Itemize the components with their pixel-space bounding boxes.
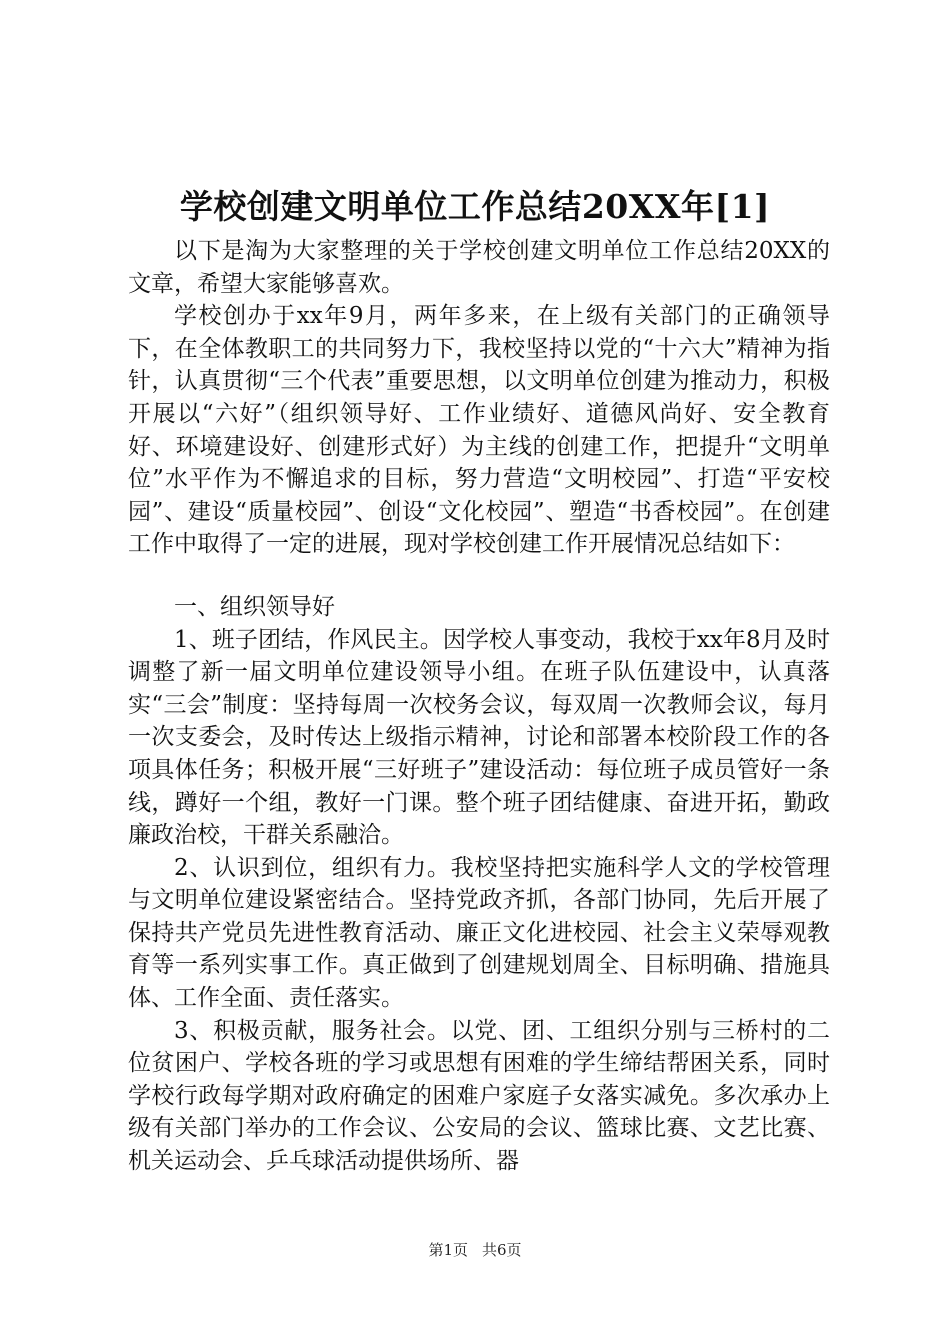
paragraph-overview: 学校创办于xx年9月，两年多来，在上级有关部门的正确领导下，在全体教职工的共同努力下，我校坚持以党的“十六大”精神为指针，认真贯彻“三个代表”重要思想，以文明单位创建为推动力，积极开展以“六好”（组织领导好、工作业绩好、道德风尚好、安全教育好、环境建设好、创建形式好）为主线的创建工作，把提升“文明单位”水平作为不懈追求的目标，努力营造“文明校园”、打造“平安校园”、建设“质量校园”、创设“文化校园”、塑造“书香校园”。在创建工作中取得了一定的进展，现对学校创建工作开展情况总结如下：	[128, 303, 830, 558]
paragraph-item-3: 3、积极贡献，服务社会。以党、团、工组织分别与三桥村的二位贫困户、学校各班的学习或思想有困难的学生缔结帮困关系，同时学校行政每学期对政府确定的困难户家庭子女落实减免。多次承办上级有关部门举办的工作会议、公安局的会议、篮球比赛、文艺比赛、机关运动会、乒乓球活动提供场所、器	[128, 1017, 830, 1175]
paragraph-item-1: 1、班子团结，作风民主。因学校人事变动，我校于xx年8月及时调整了新一届文明单位建设领导小组。在班子队伍建设中，认真落实“三会”制度：坚持每周一次校务会议，每双周一次教师会议，每月一次支委会，及时传达上级指示精神，讨论和部署本校阶段工作的各项具体任务；积极开展“三好班子”建设活动：每位班子成员管好一条线，蹲好一个组，教好一门课。整个班子团结健康、奋进开拓，勤政廉政治校，干群关系融洽。	[128, 626, 830, 849]
document-title: 学校创建文明单位工作总结20XX年[1]	[179, 187, 771, 226]
section-heading-leadership: 一、组织领导好	[174, 593, 335, 620]
paragraph-item-2: 2、认识到位，组织有力。我校坚持把实施科学人文的学校管理与文明单位建设紧密结合。坚持党政齐抓，各部门协同，先后开展了保持共产党员先进性教育活动、廉正文化进校园、社会主义荣辱观教育等一系列实事工作。真正做到了创建规划周全、目标明确、措施具体、工作全面、责任落实。	[128, 854, 830, 1012]
document-body	[128, 235, 830, 1178]
paragraph-intro: 以下是淘为大家整理的关于学校创建文明单位工作总结20XX的文章，希望大家能够喜欢。	[128, 238, 830, 297]
page-number-current: 第1页	[428, 1241, 468, 1259]
page-number-total: 共6页	[482, 1241, 522, 1259]
page-footer	[0, 1240, 950, 1260]
paragraph-spacer	[128, 561, 830, 591]
